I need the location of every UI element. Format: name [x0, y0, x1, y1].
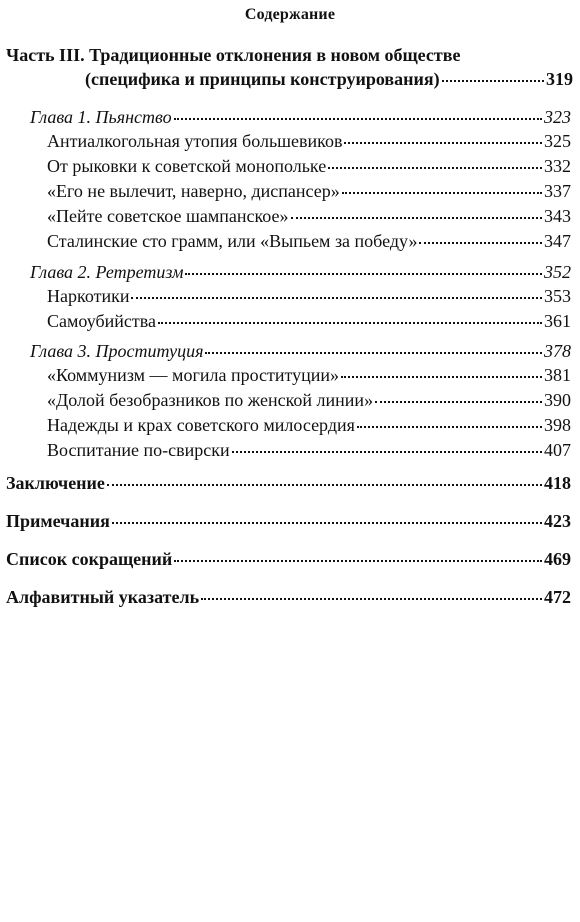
toc-item: [47, 310, 571, 332]
entry-title: Список сокращений: [6, 549, 173, 569]
item-title: Антиалкогольная утопия большевиков: [47, 131, 343, 151]
item-title: Надежды и крах советского милосердия: [47, 415, 355, 435]
toc-item: [47, 389, 571, 411]
page-header: Содержание: [244, 6, 336, 23]
toc-entry-part3: [85, 68, 573, 90]
page-number: 337: [544, 181, 571, 201]
dot-leader: [344, 138, 542, 144]
toc-item: [47, 285, 571, 307]
page-number: 353: [544, 286, 571, 306]
dot-leader: [201, 594, 542, 600]
chapter-title: Глава 2. Ретретизм: [30, 262, 184, 282]
dot-leader: [131, 293, 542, 299]
dot-leader: [442, 76, 544, 82]
chapter-title: Глава 1. Пьянство: [30, 107, 172, 127]
dot-leader: [112, 518, 542, 524]
item-title: От рыковки к советской монопольке: [47, 156, 327, 176]
dot-leader: [107, 480, 542, 486]
toc-entry-abbreviations: [6, 548, 571, 570]
page-number: 347: [544, 231, 571, 251]
toc-item: [47, 130, 571, 152]
part-title-line2: (специфика и принципы конструирования): [85, 69, 440, 89]
dot-leader: [291, 213, 543, 219]
chapter-title: Глава 3. Проституция: [30, 341, 204, 361]
dot-leader: [357, 422, 542, 428]
page-number: 423: [544, 511, 571, 531]
item-title: «Его не вылечит, наверно, диспансер»: [47, 181, 340, 201]
item-title: Самоубийства: [47, 311, 156, 331]
dot-leader: [328, 163, 542, 169]
page-number: 418: [544, 473, 571, 493]
dot-leader: [232, 447, 542, 453]
page-number: 332: [544, 156, 571, 176]
dot-leader: [158, 318, 542, 324]
toc-item: [47, 230, 571, 252]
part-title-line1: Часть III. Традиционные отклонения в новом обществе: [6, 45, 461, 65]
toc-item: [47, 155, 571, 177]
page-number: 319: [546, 69, 573, 89]
page-number: 378: [544, 341, 571, 361]
page-number: 361: [544, 311, 571, 331]
page-number: 398: [544, 415, 571, 435]
page-number: 407: [544, 440, 571, 460]
item-title: «Пейте советское шампанское»: [47, 206, 289, 226]
dot-leader: [419, 238, 542, 244]
toc-item: [47, 180, 571, 202]
dot-leader: [375, 397, 542, 403]
item-title: Сталинские сто грамм, или «Выпьем за победу»: [47, 231, 418, 251]
toc-item: [47, 205, 571, 227]
toc-entry-notes: [6, 510, 571, 532]
dot-leader: [341, 372, 542, 378]
item-title: «Коммунизм — могила проституции»: [47, 365, 340, 385]
item-title: «Долой безобразников по женской линии»: [47, 390, 374, 410]
page-number: 469: [544, 549, 571, 569]
item-title: Наркотики: [47, 286, 130, 306]
dot-leader: [174, 114, 542, 120]
toc-item: [47, 439, 571, 461]
dot-leader: [342, 188, 542, 194]
toc-chapter-1: [30, 106, 571, 128]
page-number: 472: [544, 587, 571, 607]
page-number: 390: [544, 390, 571, 410]
toc-chapter-3: [30, 340, 571, 362]
toc-entry-conclusion: [6, 472, 571, 494]
dot-leader: [185, 269, 542, 275]
page-number: 381: [544, 365, 571, 385]
dot-leader: [205, 348, 542, 354]
dot-leader: [174, 556, 542, 562]
entry-title: Заключение: [6, 473, 105, 493]
toc-item: [47, 414, 571, 436]
page-number: 323: [544, 107, 571, 127]
toc-chapter-2: [30, 261, 571, 283]
page-number: 352: [544, 262, 571, 282]
item-title: Воспитание по-свирски: [47, 440, 230, 460]
toc-item: [47, 364, 571, 386]
page-number: 343: [544, 206, 571, 226]
page-number: 325: [544, 131, 571, 151]
entry-title: Алфавитный указатель: [6, 587, 200, 607]
entry-title: Примечания: [6, 511, 110, 531]
toc-entry-index: [6, 586, 571, 608]
